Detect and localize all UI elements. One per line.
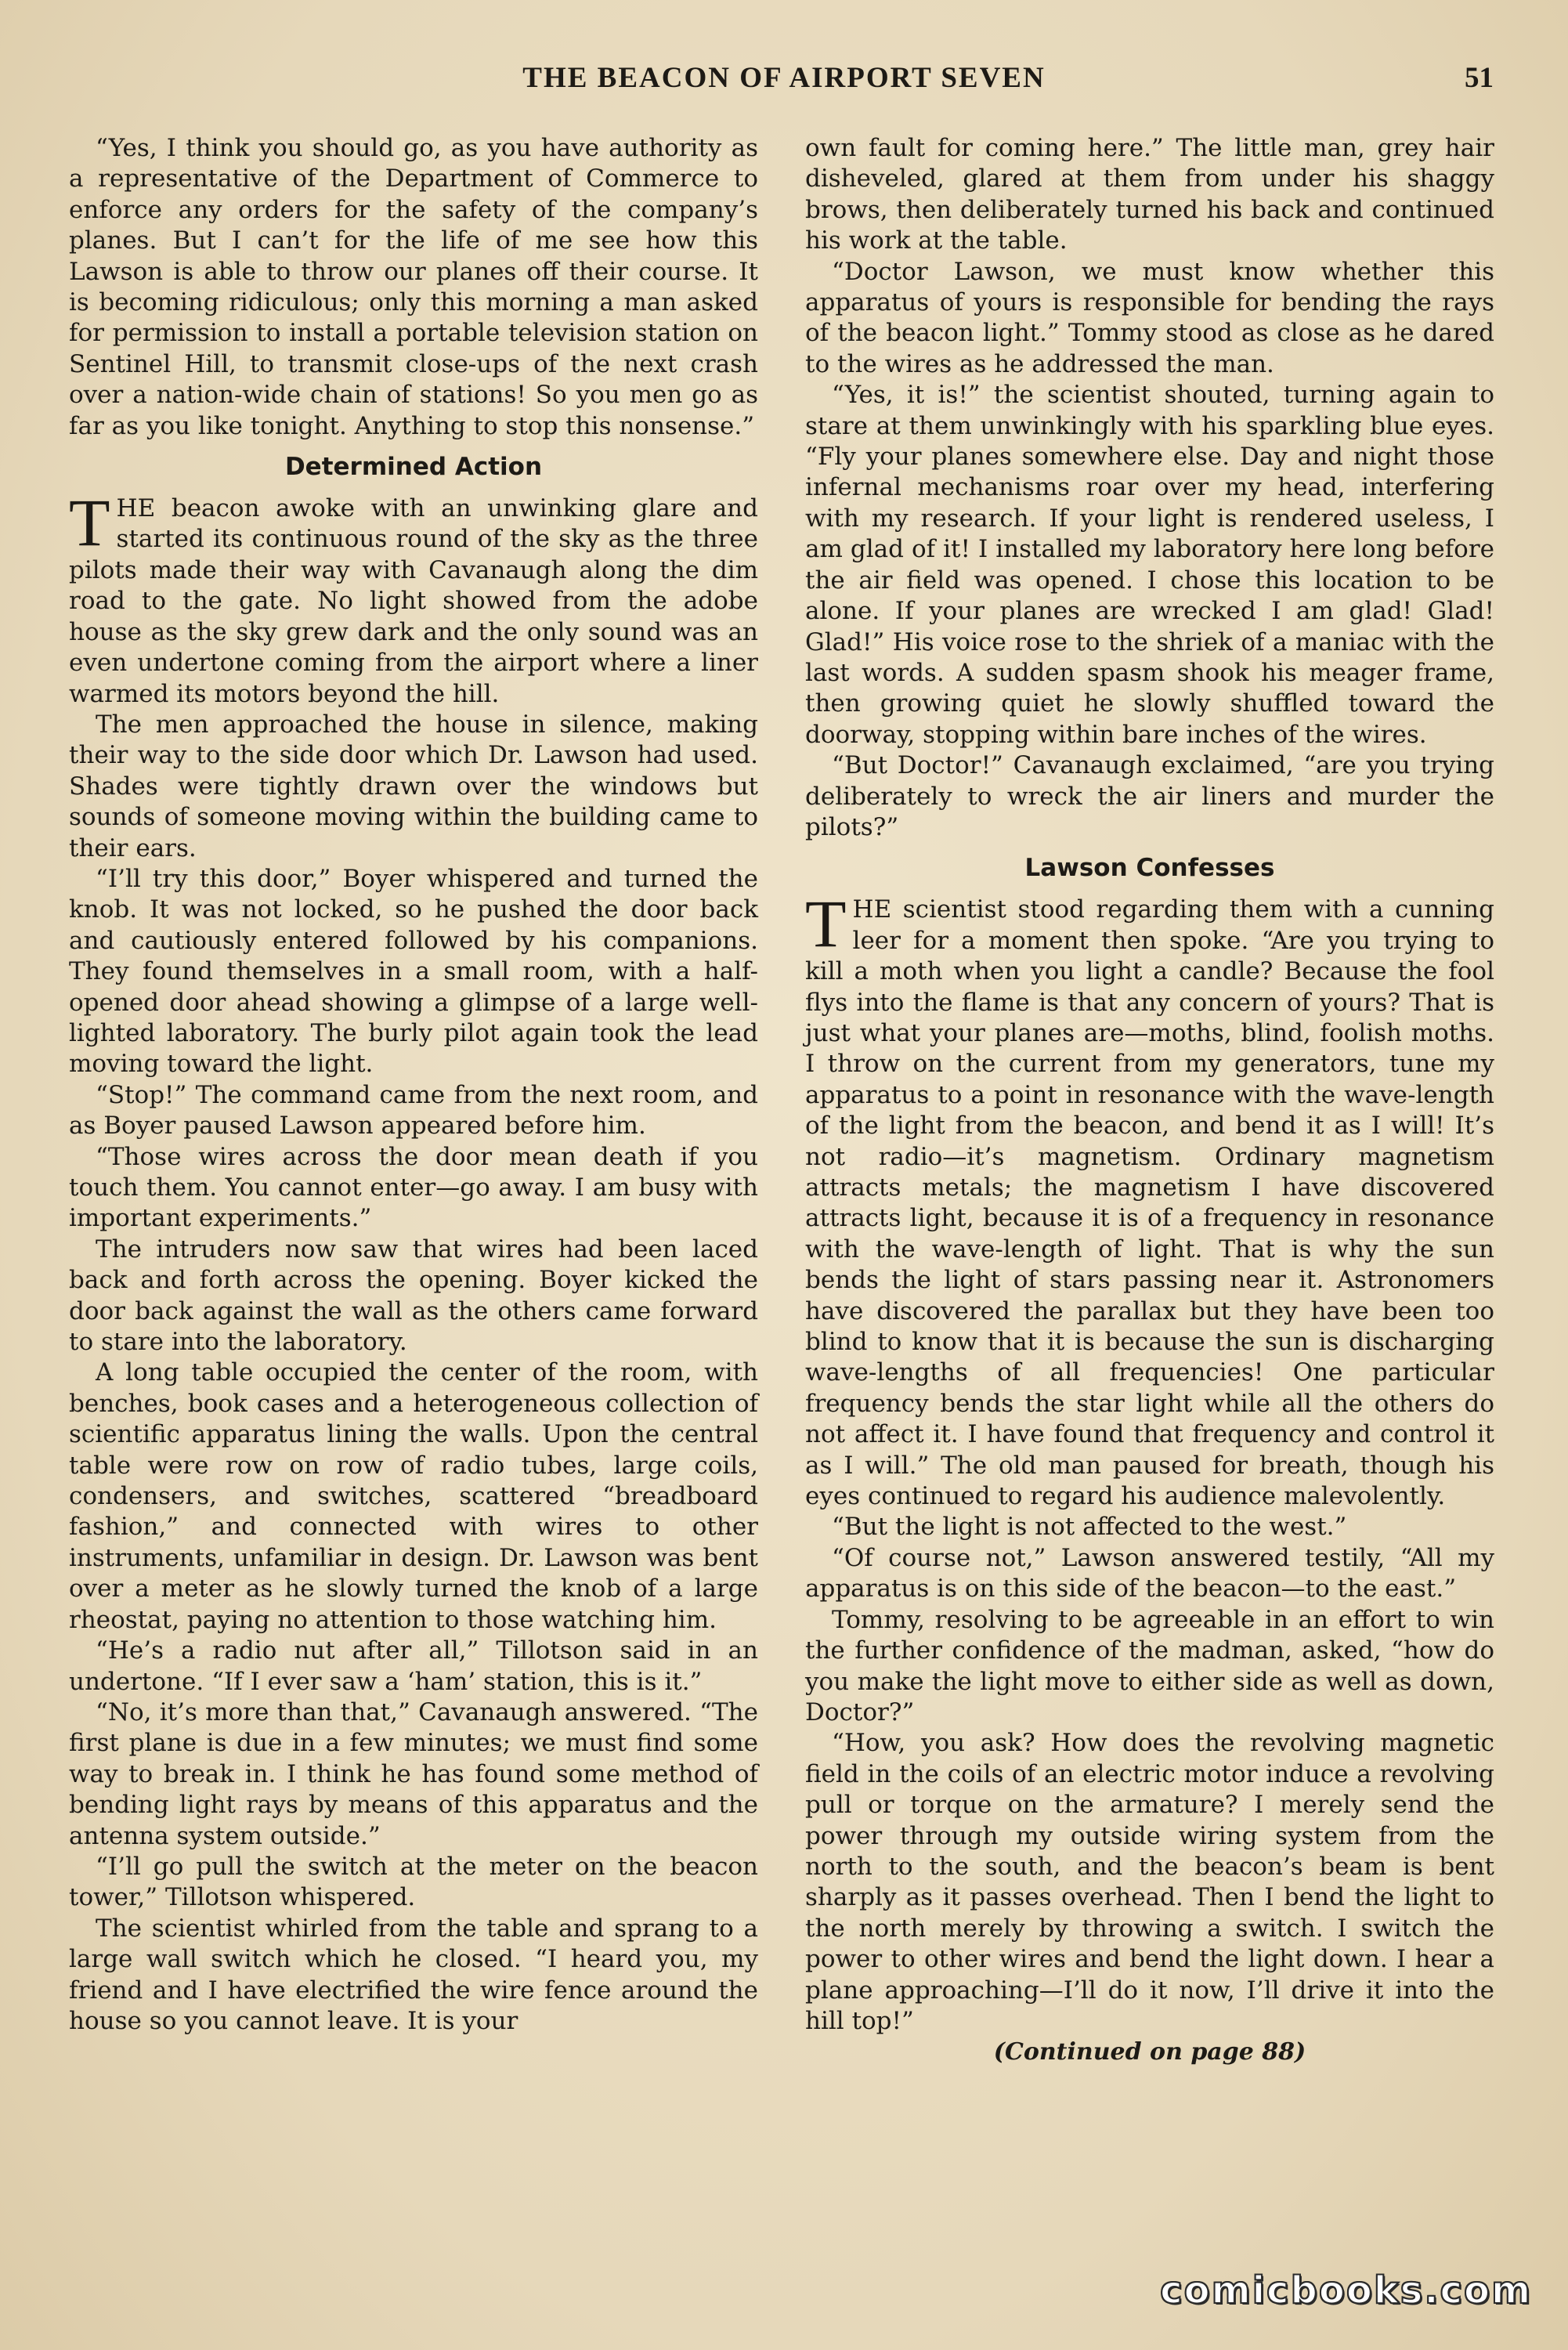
paragraph: A long table occupied the center of the room, with benches, book cases and a heterogeneous collection of scientific apparatus lining the walls. Upon the central table were row on row of radio tubes, large coils, condensers, and switches, scattered “breadboard fashion,” and connected with wires to other instruments, unfamiliar in design. Dr. Lawson was bent over a meter as he slowly turned the knob of a large rheostat, paying no attention to those watching him. [69, 1358, 758, 1634]
paragraph-text: HE scientist stood regarding them with a cunning leer for a moment then spoke. “Are you trying to kill a moth when you light a candle? Because the fool flys into the flame is that any concern of yours? That is just what your planes are—moths, blind, foolish moths. I throw on the current from my generators, tune my apparatus to a point in resonance with the wave-length of the light from the beacon, and bend it as I will! It’s not radio—it’s magnetism. Ordinary magnetism attracts metals; the magnetism I have discovered attracts light, because it is of a frequency in resonance with the wave-length of light. That is why the sun bends the light of stars passing near it. Astronomers have discovered the parallax but they have been too blind to know that it is because the sun is discharging wave-lengths of all frequencies! One particular frequency bends the star light while all the others do not affect it. I have found that frequency and control it as I will.” The old man paused for breath, though his eyes continued to regard his audience malevolently. [805, 895, 1494, 1511]
paragraph: “But the light is not affected to the west.” [832, 1513, 1347, 1542]
paragraph: “But Doctor!” Cavanaugh exclaimed, “are you trying deliberately to wreck the air liners and murder the pilots?” [805, 751, 1494, 841]
paragraph: “Doctor Lawson, we must know whether this apparatus of yours is responsible for bending the rays of the beacon light.” Tommy stood as close as he dared to the wires as he addressed the man. [805, 257, 1494, 378]
section-heading-lawson-confesses: Lawson Confesses [1024, 854, 1275, 883]
article-body [69, 133, 1494, 2272]
paragraph: “I’ll go pull the switch at the meter on the beacon tower,” Tillotson whispered. [69, 1852, 758, 1912]
paragraph: Tommy, resolving to be agreeable in an effort to win the further confidence of the madman, asked, “how do you make the light move to either side as well as down, Doctor?” [805, 1605, 1494, 1726]
paragraph: “Yes, it is!” the scientist shouted, turning again to stare at them unwinkingly with his sparkling blue eyes. “Fly your planes somewhere else. Day and night those infernal mechanisms roar over my head, interfering with my research. If your light is rendered useless, I am glad of it! I installed my laboratory here long before the air field was opened. I chose this location to be alone. If your planes are wrecked I am glad! Glad! Glad!” His voice rose to the shriek of a maniac with the last words. A sudden spasm shook his meager frame, then growing quiet he slowly shuffled toward the doorway, stopping within bare inches of the wires. [805, 381, 1494, 749]
paragraph: “Stop!” The command came from the next room, and as Boyer paused Lawson appeared before him. [69, 1080, 758, 1141]
paragraph-text: HE beacon awoke with an unwinking glare and started its continuous round of the sky as the three pilots made their way with Cavanaugh along the dim road to the gate. No light showed from the adobe house as the sky grew dark and the only sound was an even undertone coming from the airport where a liner warmed its motors beyond the hill. [69, 494, 758, 708]
drop-cap: T [69, 485, 110, 561]
drop-cap: T [805, 886, 847, 962]
paragraph: “No, it’s more than that,” Cavanaugh answered. “The first plane is due in a few minutes; we must find some way to break in. I think he has found some method of bending light rays by means of this apparatus and the antenna system outside.” [69, 1697, 758, 1850]
running-head: THE BEACON OF AIRPORT SEVEN [522, 62, 1046, 94]
paragraph: “He’s a radio nut after all,” Tillotson said in an undertone. “If I ever saw a ‘ham’ station, this is it.” [69, 1636, 758, 1696]
paragraph: The men approached the house in silence, making their way to the side door which Dr. Lawson had used. Shades were tightly drawn over the windows but sounds of someone moving within the building came to their ears. [69, 710, 758, 862]
paragraph: “I’ll try this door,” Boyer whispered and turned the knob. It was not locked, so he pushed the door back and cautiously entered followed by his companions. They found themselves in a small room, with a half-opened door ahead showing a glimpse of a large well-lighted laboratory. The burly pilot again took the lead moving toward the light. [69, 864, 758, 1079]
continued-note: (Continued on page 88) [993, 2038, 1306, 2066]
paragraph-dropcap [805, 886, 1494, 1512]
paragraph: The scientist whirled from the table and sprang to a large wall switch which he closed. “I heard you, my friend and I have electrified the wire fence around the house so you cannot leave. It is your [69, 1914, 758, 2035]
paragraph: “Yes, I think you should go, as you have authority as a representative of the Department of Commerce to enforce any orders for the safety of the company’s planes. But I can’t for the life of me see how this Lawson is able to throw our planes off their course. It is becoming ridiculous; only this morning a man asked for permission to install a portable television station on Sentinel Hill, to transmit close-ups of the next crash over a nation-wide chain of stations! So you men go as far as you like tonight. Anything to stop this nonsense.” [69, 134, 758, 440]
paragraph: The intruders now saw that wires had been laced back and forth across the opening. Boyer kicked the door back against the wall as the others came forward to stare into the laboratory. [69, 1235, 758, 1357]
paragraph: “How, you ask? How does the revolving magnetic field in the coils of an electric motor induce a revolving pull or torque on the armature? I merely send the power through my outside wiring system from the north to the south, and the beacon’s beam is bent sharply as it passes overhead. Then I bend the light to the north merely by throwing a switch. I switch the power to other wires and bend the light down. I hear a plane approaching—I’ll do it now, I’ll drive it into the hill top!” [805, 1729, 1494, 2035]
watermark: comicbooks.com [1160, 2269, 1532, 2312]
paragraph-continued: own fault for coming here.” The little man, grey hair disheveled, glared at them from under his shaggy brows, then deliberately turned his back and continued his work at the table. [805, 134, 1494, 255]
left-column [69, 133, 758, 2272]
page-number: 51 [1465, 62, 1494, 94]
paragraph: “Those wires across the door mean death if you touch them. You cannot enter—go away. I am busy with important experiments.” [69, 1142, 758, 1233]
paragraph: “Of course not,” Lawson answered testily, “All my apparatus is on this side of the beacon—to the east.” [805, 1543, 1494, 1603]
page-header [74, 61, 1494, 108]
section-heading-determined-action: Determined Action [284, 453, 543, 482]
right-column [805, 133, 1494, 2272]
paragraph-dropcap [69, 485, 758, 710]
